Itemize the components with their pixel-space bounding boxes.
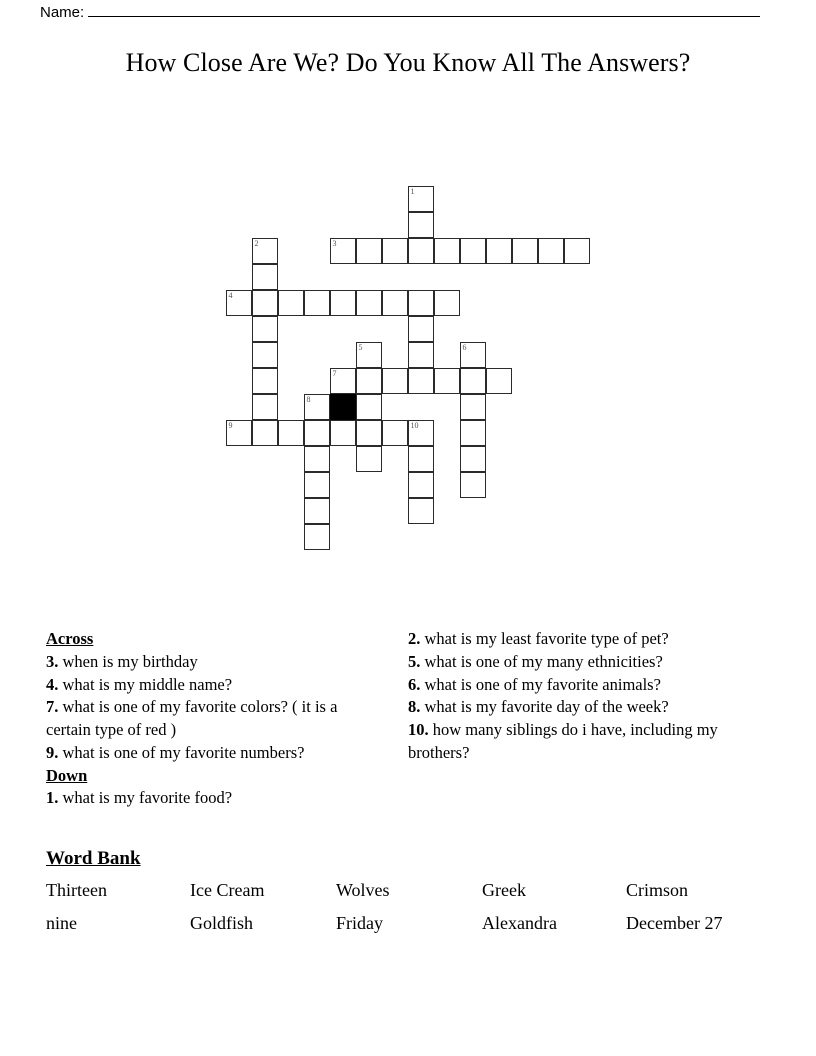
crossword-cell[interactable] [382, 368, 408, 394]
clue-number: 7. [46, 697, 63, 717]
crossword-cell[interactable] [252, 316, 278, 342]
crossword-cell[interactable] [304, 290, 330, 316]
crossword-cell[interactable] [278, 290, 304, 316]
word-bank-word: Greek [482, 880, 526, 900]
word-bank-word: Goldfish [190, 913, 253, 933]
clue-item [46, 742, 386, 765]
name-input-blank[interactable] [88, 2, 760, 17]
crossword-cell[interactable] [408, 186, 434, 212]
crossword-cell[interactable] [460, 368, 486, 394]
crossword-cell[interactable] [382, 238, 408, 264]
crossword-cell[interactable] [252, 420, 278, 446]
crossword-blocked-cell [330, 394, 356, 420]
clue-item [408, 719, 752, 765]
clue-number: 3. [46, 651, 63, 671]
crossword-cell[interactable] [486, 238, 512, 264]
crossword-cell-number: 4 [228, 291, 233, 300]
crossword-cell[interactable] [460, 446, 486, 472]
word-bank-word: Friday [336, 913, 383, 933]
clue-item [408, 628, 752, 651]
crossword-cell-number: 10 [410, 421, 419, 430]
crossword-cell[interactable] [486, 368, 512, 394]
crossword-cell[interactable] [408, 446, 434, 472]
crossword-cell[interactable] [252, 238, 278, 264]
word-bank-word: Ice Cream [190, 880, 265, 900]
crossword-cell[interactable] [408, 498, 434, 524]
name-row [40, 2, 760, 24]
crossword-cell[interactable] [226, 420, 252, 446]
crossword-cell[interactable] [564, 238, 590, 264]
crossword-cell[interactable] [408, 212, 434, 238]
clue-number: 2. [408, 629, 425, 648]
crossword-cell[interactable] [304, 394, 330, 420]
crossword-cell[interactable] [278, 420, 304, 446]
crossword-cell[interactable] [460, 472, 486, 498]
clue-item [46, 674, 386, 697]
crossword-cell[interactable] [226, 290, 252, 316]
crossword-cell[interactable] [252, 264, 278, 290]
crossword-cell-number: 7 [332, 369, 337, 378]
crossword-cell[interactable] [252, 368, 278, 394]
crossword-cell[interactable] [382, 290, 408, 316]
crossword-cell[interactable] [408, 472, 434, 498]
clue-text: what is my least favorite type of pet? [424, 629, 669, 648]
crossword-cell[interactable] [252, 342, 278, 368]
clues-column-right [408, 628, 752, 810]
word-bank-word: nine [46, 913, 77, 933]
crossword-cell[interactable] [408, 290, 434, 316]
crossword-cell[interactable] [408, 238, 434, 264]
crossword-cell[interactable] [356, 342, 382, 368]
word-bank-section [46, 848, 770, 934]
crossword-cell[interactable] [356, 238, 382, 264]
crossword-cell[interactable] [434, 368, 460, 394]
name-label: Name: [40, 4, 85, 21]
crossword-cell[interactable] [330, 290, 356, 316]
clue-section-heading: Down [46, 765, 88, 785]
clue-number: 8. [408, 697, 425, 717]
page-title: How Close Are We? Do You Know All The Answers? [125, 48, 691, 77]
word-bank-word: Alexandra [482, 913, 557, 933]
crossword-cell[interactable] [330, 238, 356, 264]
clue-number: 1. [46, 788, 63, 808]
clue-text: when is my birthday [62, 651, 198, 671]
crossword-cell[interactable] [304, 524, 330, 550]
crossword-cell-number: 5 [358, 343, 363, 352]
clue-text: what is my favorite day of the week? [424, 697, 669, 717]
clue-item [46, 651, 386, 674]
word-bank-word: Thirteen [46, 880, 107, 900]
crossword-cell[interactable] [460, 238, 486, 264]
clue-item [408, 651, 752, 674]
crossword-cell[interactable] [356, 420, 382, 446]
word-bank-word: Crimson [626, 880, 689, 900]
crossword-cell[interactable] [460, 394, 486, 420]
clue-item [408, 674, 752, 697]
clues-section [46, 628, 770, 810]
crossword-cell[interactable] [512, 238, 538, 264]
clue-section-heading: Across [46, 629, 94, 648]
crossword-cell[interactable] [434, 238, 460, 264]
crossword-cell[interactable] [304, 498, 330, 524]
clue-number: 9. [46, 742, 63, 762]
crossword-cell[interactable] [304, 446, 330, 472]
word-bank-word: December 27 [626, 913, 723, 933]
crossword-cell[interactable] [408, 342, 434, 368]
crossword-cell[interactable] [356, 290, 382, 316]
clue-number: 6. [408, 674, 425, 694]
crossword-cell[interactable] [408, 420, 434, 446]
clue-text: what is one of my many ethnicities? [424, 651, 663, 671]
crossword-cell[interactable] [408, 316, 434, 342]
crossword-cell[interactable] [538, 238, 564, 264]
crossword-cell[interactable] [460, 342, 486, 368]
crossword-cell[interactable] [330, 420, 356, 446]
clue-text: what is one of my favorite animals? [424, 674, 661, 694]
clue-item [408, 696, 752, 719]
crossword-cell-number: 9 [228, 421, 233, 430]
crossword-cell[interactable] [408, 368, 434, 394]
clue-text: how many siblings do i have, including my brothers? [408, 720, 718, 762]
crossword-cell[interactable] [252, 394, 278, 420]
crossword-cell[interactable] [434, 290, 460, 316]
clue-text: what is my middle name? [62, 674, 233, 694]
clue-item [46, 787, 386, 810]
clue-item [46, 696, 386, 742]
clue-text: what is one of my favorite numbers? [62, 742, 305, 762]
clue-text: what is one of my favorite colors? ( it is a certain type of red ) [46, 697, 338, 740]
crossword-cell[interactable] [356, 446, 382, 472]
word-bank-grid [46, 880, 770, 934]
clue-number: 5. [408, 651, 425, 671]
word-bank-heading: Word Bank [46, 848, 141, 869]
crossword-cell[interactable] [330, 368, 356, 394]
crossword-cell[interactable] [252, 290, 278, 316]
crossword-cell[interactable] [304, 420, 330, 446]
crossword-cell-number: 1 [410, 187, 415, 196]
word-bank-word: Wolves [336, 880, 390, 900]
crossword-cell[interactable] [460, 420, 486, 446]
crossword-cell-number: 2 [254, 239, 259, 248]
clue-number: 4. [46, 674, 63, 694]
crossword-cell-number: 8 [306, 395, 311, 404]
crossword-cell[interactable] [356, 394, 382, 420]
clue-text: what is my favorite food? [62, 788, 233, 808]
crossword-cell-number: 6 [462, 343, 467, 352]
crossword-cell[interactable] [356, 368, 382, 394]
clue-number: 10. [408, 720, 433, 740]
crossword-cell[interactable] [382, 420, 408, 446]
crossword-cell-number: 3 [332, 239, 337, 248]
crossword-cell[interactable] [304, 472, 330, 498]
clues-column-left [46, 628, 386, 810]
